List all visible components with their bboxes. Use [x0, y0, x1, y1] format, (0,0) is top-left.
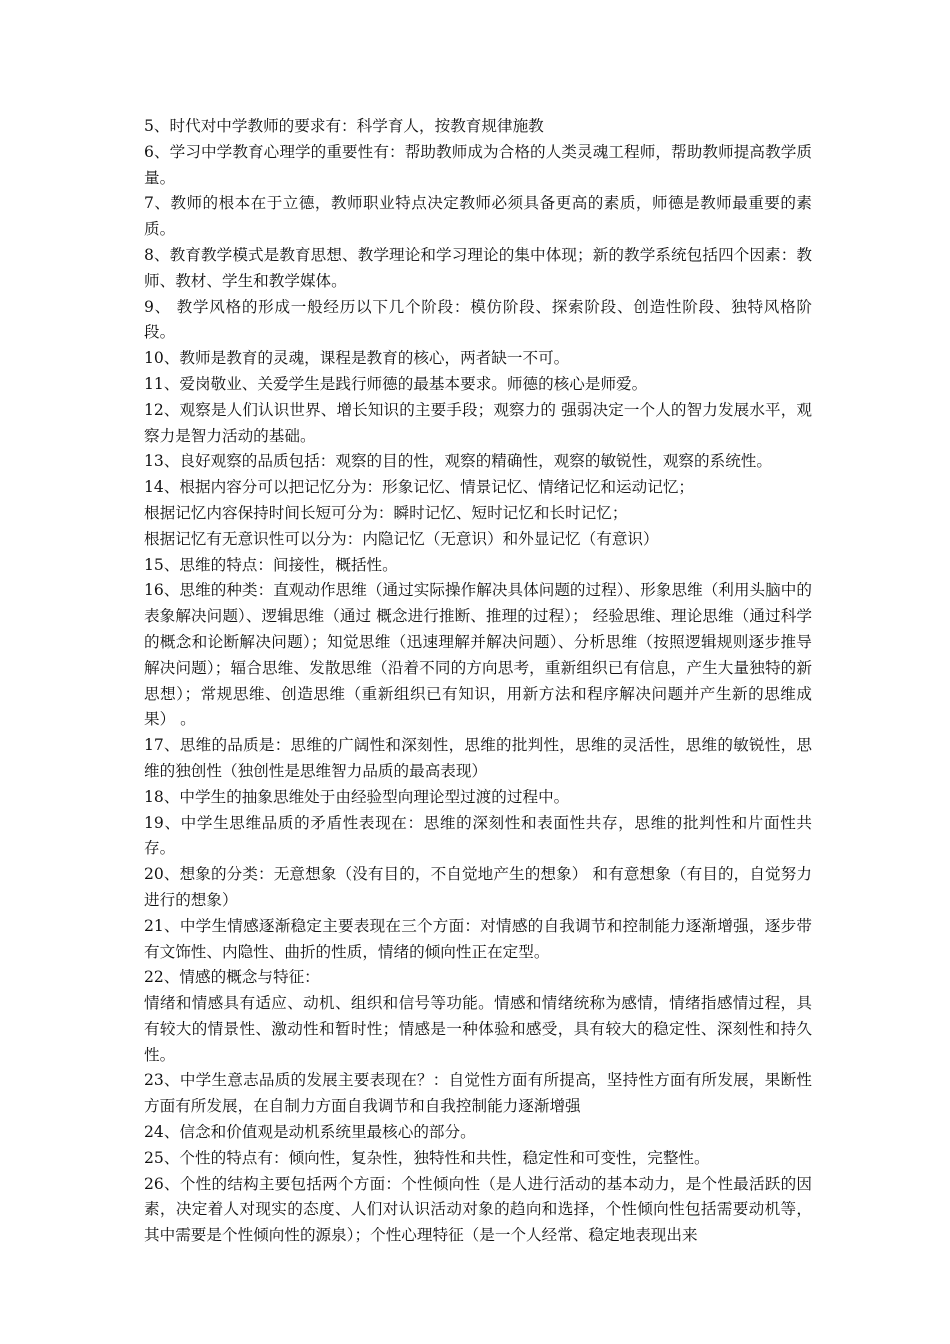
paragraph-item-20: 20、想象的分类：无意想象（没有目的，不自觉地产生的想象） 和有意想象（有目的，自觉努力进行的想象）: [144, 865, 812, 909]
paragraph-item-21: 21、中学生情感逐渐稳定主要表现在三个方面：对情感的自我调节和控制能力逐渐增强，逐步带有文饰性、内隐性、曲折的性质，情绪的倾向性正在定型。: [144, 916, 812, 961]
paragraph-item-12: 12、观察是人们认识世界、增长知识的主要手段；观察力的 强弱决定一个人的智力发展水平，观察力是智力活动的基础。: [144, 400, 812, 445]
paragraph-item-6: 6、学习中学教育心理学的重要性有：帮助教师成为合格的人类灵魂工程师，帮助教师提高教学质量。: [144, 142, 812, 187]
paragraph-item-17: 17、思维的品质是：思维的广阔性和深刻性，思维的批判性，思维的灵活性，思维的敏锐性，思维的独创性（独创性是思维智力品质的最高表现）: [144, 736, 812, 780]
paragraph-item-14-consciousness: 根据记忆有无意识性可以分为：内隐记忆（无意识）和外显记忆（有意识）: [144, 529, 659, 548]
paragraph-item-11: 11、爱岗敬业、关爱学生是践行师德的最基本要求。师德的核心是师爱。: [144, 374, 648, 393]
paragraph-item-25: 25、个性的特点有：倾向性，复杂性，独特性和共性，稳定性和可变性，完整性。: [144, 1148, 710, 1167]
document-body: [144, 114, 812, 1249]
paragraph-item-18: 18、中学生的抽象思维处于由经验型向理论型过渡的过程中。: [144, 787, 570, 806]
paragraph-item-22: 22、情感的概念与特征：: [144, 968, 320, 987]
paragraph-item-14-duration: 根据记忆内容保持时间长短可分为：瞬时记忆、短时记忆和长时记忆；: [144, 503, 628, 522]
paragraph-item-8: 8、教育教学模式是教育思想、教学理论和学习理论的集中体现；新的教学系统包括四个因素：教师、教材、学生和教学媒体。: [144, 245, 812, 290]
paragraph-item-13: 13、良好观察的品质包括：观察的目的性，观察的精确性，观察的敏锐性，观察的系统性。: [144, 452, 772, 471]
paragraph-item-5: 5、时代对中学教师的要求有：科学育人，按教育规律施教: [144, 117, 544, 135]
paragraph-item-26: 26、个性的结构主要包括两个方面：个性倾向性（是人进行活动的基本动力，是个性最活跃的因素，决定着人对现实的态度、人们对认识活动对象的趋向和选择，个性倾向性包括需要动机等，其中需要是个性倾向性的源泉）；个性心理特征（是一个人经常、稳定地表现出来: [144, 1174, 812, 1245]
paragraph-item-16: 16、思维的种类：直观动作思维（通过实际操作解决具体问题的过程）、形象思维（利用头脑中的表象解决问题）、逻辑思维（通过 概念进行推断、推理的过程）； 经验思维、理论思维（通过科学的概念和论断解决问题）；知觉思维（迅速理解并解决问题）、分析思维（按照逻辑规则逐步推导解决问题）；辐合思维、发散思维（沿着不同的方向思考，重新组织已有信息，产生大量独特的新思想）；常规思维、创造思维（重新组织已有知识，用新方法和程序解决问题并产生新的思维成果） 。: [144, 581, 812, 729]
paragraph-item-23: 23、中学生意志品质的发展主要表现在？：自觉性方面有所提高，坚持性方面有所发展，果断性方面有所发展，在自制力方面自我调节和自我控制能力逐渐增强: [144, 1071, 812, 1116]
paragraph-item-9: 9、 教学风格的形成一般经历以下几个阶段：模仿阶段、探索阶段、创造性阶段、独特风格阶段。: [144, 297, 812, 342]
paragraph-item-22-body: 情绪和情感具有适应、动机、组织和信号等功能。情感和情绪统称为感情，情绪指感情过程，具有较大的情景性、激动性和暂时性；情感是一种体验和感受，具有较大的稳定性、深刻性和持久性。: [144, 994, 812, 1064]
paragraph-item-24: 24、信念和价值观是动机系统里最核心的部分。: [144, 1123, 476, 1142]
paragraph-item-7: 7、教师的根本在于立德，教师职业特点决定教师必须具备更高的素质，师德是教师最重要的素质。: [144, 194, 812, 239]
paragraph-item-19: 19、中学生思维品质的矛盾性表现在：思维的深刻性和表面性共存，思维的批判性和片面性共存。: [144, 813, 812, 858]
paragraph-item-10: 10、教师是教育的灵魂，课程是教育的核心，两者缺一不可。: [144, 349, 570, 368]
paragraph-item-14: 14、根据内容分可以把记忆分为：形象记忆、情景记忆、情绪记忆和运动记忆；: [144, 478, 695, 497]
paragraph-item-15: 15、思维的特点：间接性，概括性。: [144, 555, 398, 574]
